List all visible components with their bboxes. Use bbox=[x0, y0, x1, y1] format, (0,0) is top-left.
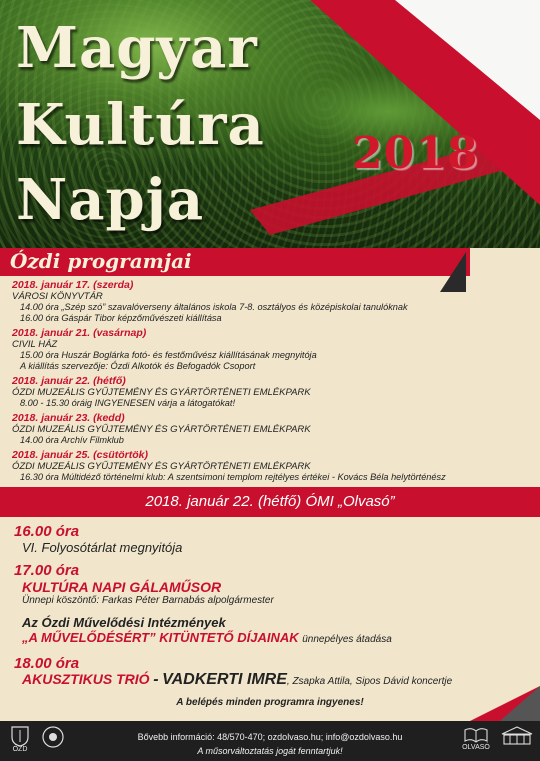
book-icon bbox=[463, 726, 489, 744]
performer-name: VADKERTI IMRE bbox=[162, 671, 287, 688]
program-schedule bbox=[12, 279, 532, 486]
footer-info: Bővebb információ: 48/570-470; ozdolvaso.hu; info@ozdolvaso.hu bbox=[137, 732, 403, 742]
title-line-2: Kultúra bbox=[16, 92, 265, 158]
footer-dark-corner bbox=[500, 686, 540, 721]
event-jan23 bbox=[12, 412, 532, 446]
award-intro: Az Ózdi Művelődési Intézmények bbox=[22, 615, 226, 630]
award-tail: ünnepélyes átadása bbox=[302, 634, 392, 645]
time-1800: 18.00 óra bbox=[14, 655, 80, 672]
main-event-date: 2018. január 22. (hétfő) ÓMI „Olvasó” bbox=[145, 493, 395, 510]
year-label: 2018 bbox=[352, 128, 479, 179]
header-banner bbox=[0, 0, 540, 248]
crest-icon bbox=[11, 726, 29, 746]
time-1700: 17.00 óra bbox=[14, 562, 80, 579]
trio-name: AKUSZTIKUS TRIÓ bbox=[22, 671, 150, 687]
footer-rights: A műsorváltoztatás jogát fenntartjuk! bbox=[197, 746, 343, 756]
event-venue: ÓZDI MUZEÁLIS GYŰJTEMÉNY ÉS GYÁRTÖRTÉNETI EMLÉKPARK bbox=[12, 424, 311, 435]
folyosotarlat-opening: VI. Folyosótárlat megnyitója bbox=[22, 540, 183, 555]
event-venue: VÁROSI KÖNYVTÁR bbox=[12, 291, 103, 302]
concert-dash: - bbox=[153, 671, 159, 688]
title-line-3: Napja bbox=[16, 167, 205, 233]
museum-emblem-icon bbox=[41, 726, 65, 748]
event-item: 16.30 óra Múltidéző történelmi klub: A szentsimoni templom rejtélyes értékei - Kovács Béla helytörténész bbox=[20, 472, 446, 482]
ozd-logo-text: ÓZD bbox=[12, 746, 28, 753]
event-item: 16.00 óra Gáspár Tibor képzőművészeti kiállítása bbox=[20, 313, 222, 323]
time-1600: 16.00 óra bbox=[14, 523, 80, 540]
concert-line bbox=[14, 672, 526, 689]
award-line bbox=[14, 630, 526, 647]
museum-logo bbox=[38, 726, 68, 756]
event-date: 2018. január 23. (kedd) bbox=[12, 412, 125, 424]
event-jan17 bbox=[12, 279, 532, 324]
event-item: 14.00 óra Archív Filmklub bbox=[20, 435, 124, 445]
event-date: 2018. január 25. (csütörtök) bbox=[12, 449, 148, 461]
library-logo-text: OLVASÓ bbox=[462, 744, 490, 751]
event-venue: CIVIL HÁZ bbox=[12, 339, 58, 350]
event-item: 15.00 óra Huszár Boglárka fotó- és festőművész kiállításának megnyitója bbox=[20, 350, 317, 360]
award-title: „A MŰVELŐDÉSÉRT” KITÜNTETŐ DÍJAINAK bbox=[22, 630, 299, 645]
event-item: 8.00 - 15.30 óráig INGYENESEN várja a látogatókat! bbox=[20, 398, 236, 408]
culture-house-logo bbox=[498, 726, 536, 756]
main-event-section bbox=[14, 524, 526, 708]
concert-tail: , Zsapka Attila, Sipos Dávid koncertje bbox=[286, 676, 453, 687]
event-item: A kiállítás szervezője: Ózdi Alkotók és Befogadók Csoport bbox=[20, 361, 256, 371]
ribbon-label: Ózdi programjai bbox=[10, 249, 192, 273]
event-item: 14.00 óra „Szép szó” szavalóverseny általános iskola 7-8. osztályos és középiskolai tanulóknak bbox=[20, 302, 408, 312]
event-jan21 bbox=[12, 327, 532, 372]
building-icon bbox=[500, 726, 534, 746]
event-jan22 bbox=[12, 375, 532, 409]
event-date: 2018. január 17. (szerda) bbox=[12, 279, 134, 291]
event-date: 2018. január 22. (hétfő) bbox=[12, 375, 126, 387]
gala-greeting: Ünnepi köszöntő: Farkas Péter Barnabás alpolgármester bbox=[22, 595, 274, 606]
library-logo bbox=[460, 726, 492, 756]
event-date: 2018. január 21. (vasárnap) bbox=[12, 327, 147, 339]
free-entry-note: A belépés minden programra ingyenes! bbox=[176, 697, 364, 708]
event-jan25 bbox=[12, 449, 532, 483]
main-event-date-bar bbox=[0, 487, 540, 517]
ribbon-band bbox=[0, 248, 470, 276]
event-venue: ÓZDI MUZEÁLIS GYŰJTEMÉNY ÉS GYÁRTÖRTÉNETI EMLÉKPARK bbox=[12, 461, 311, 472]
ozd-crest-logo bbox=[8, 726, 32, 756]
gala-title: KULTÚRA NAPI GÁLAMŰSOR bbox=[22, 579, 222, 595]
title-line-1: Magyar bbox=[16, 15, 258, 81]
event-venue: ÓZDI MUZEÁLIS GYŰJTEMÉNY ÉS GYÁRTÖRTÉNETI EMLÉKPARK bbox=[12, 387, 311, 398]
